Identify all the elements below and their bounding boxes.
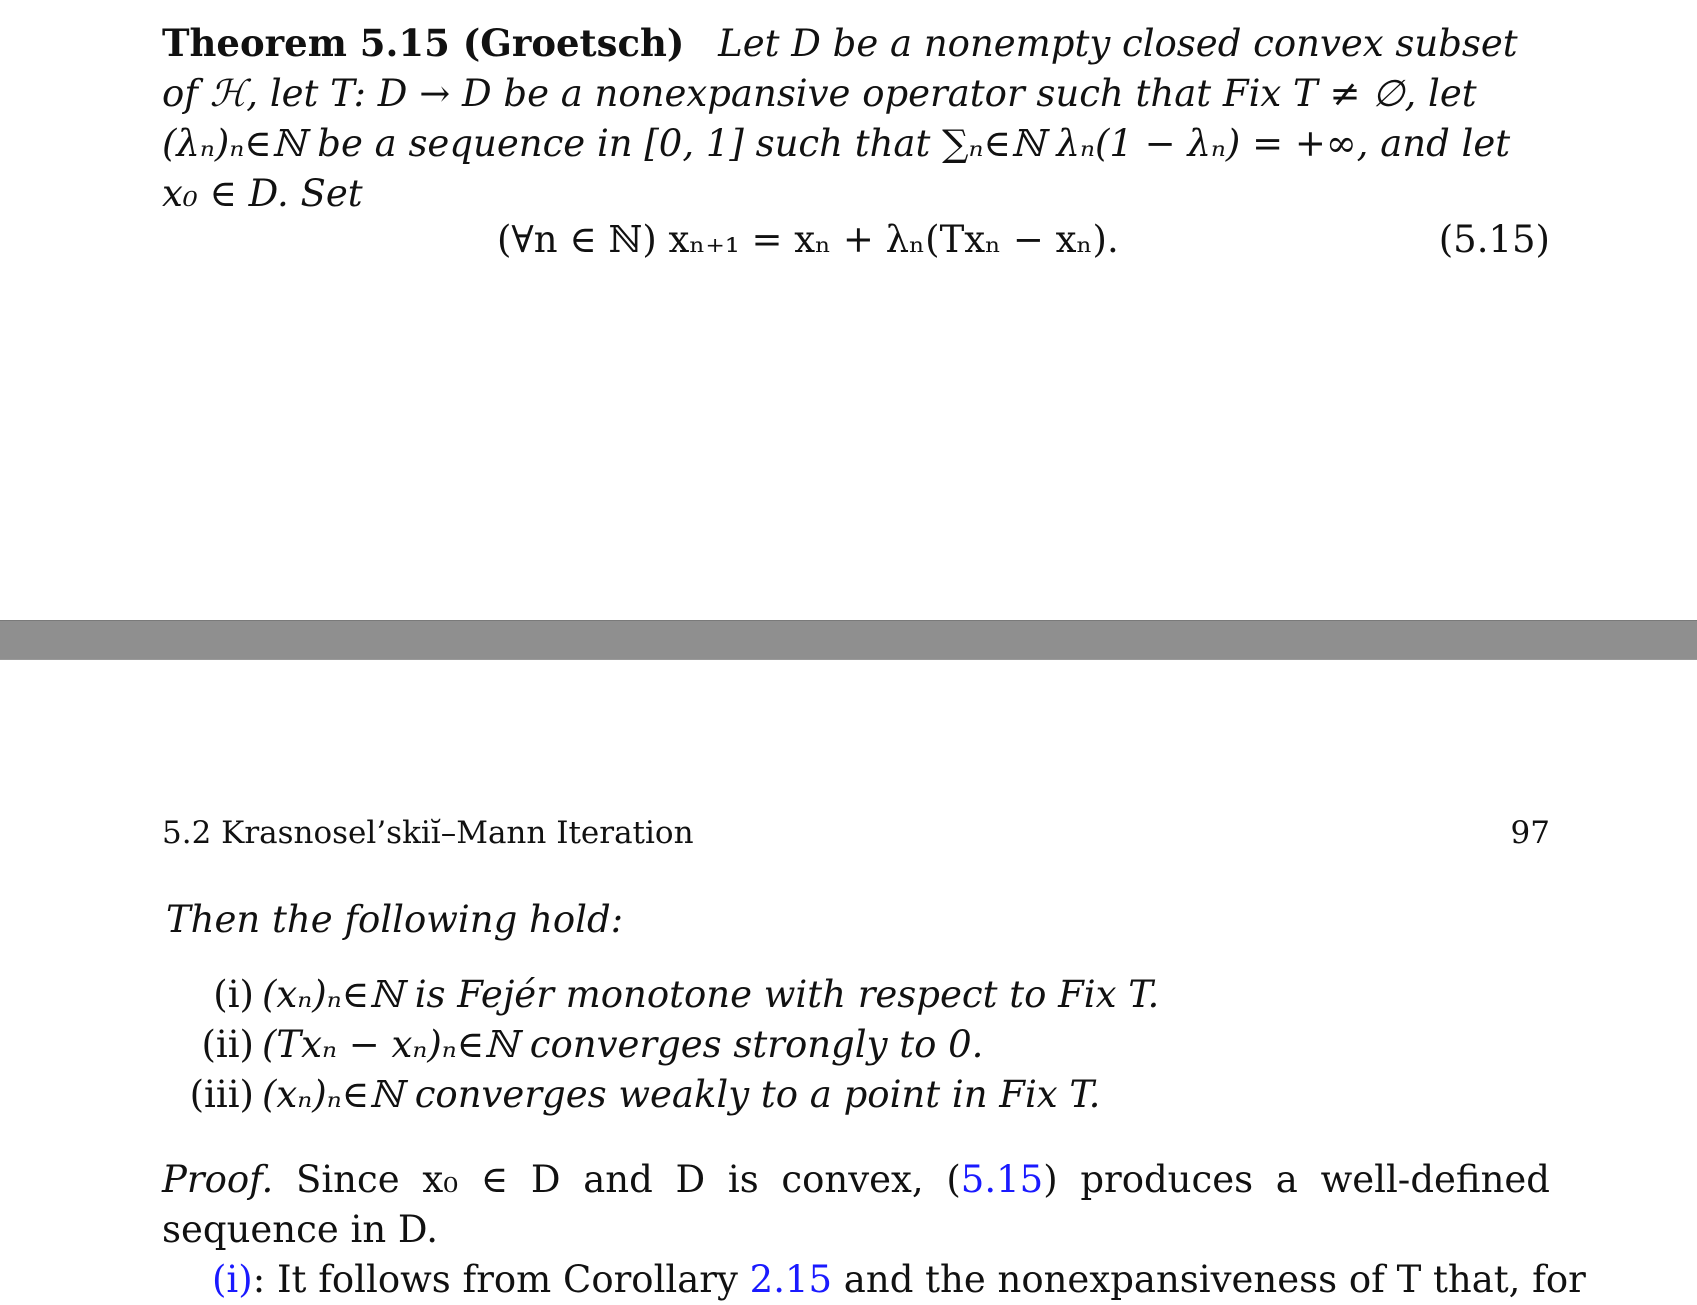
display-equation: [162, 218, 1550, 272]
running-head: [162, 815, 1550, 855]
theorem-block: [162, 18, 1550, 219]
proof-heading: Proof.: [162, 1158, 274, 1201]
list-item: [162, 1070, 1550, 1120]
item-label: (iii): [189, 1073, 254, 1116]
proof-next-text-a: : It follows from Corollary: [252, 1258, 750, 1301]
equation-expression: (∀n ∈ ℕ) xₙ₊₁ = xₙ + λₙ(Txₙ − xₙ).: [497, 218, 1119, 261]
proof-next-text-b: and the nonexpansiveness of T that, for: [832, 1258, 1586, 1301]
item-text: (xₙ)ₙ∈ℕ is Fejér monotone with respect to Fix T.: [262, 973, 1160, 1016]
equation-number: (5.15): [1438, 218, 1550, 261]
list-item: [162, 970, 1550, 1020]
proof-text-b: ) produces a well-defined sequence in D.: [162, 1158, 1550, 1251]
running-head-section: 5.2 Krasnosel’skiĭ–Mann Iteration: [162, 815, 694, 851]
item-reference-link[interactable]: (i): [212, 1258, 253, 1301]
page-separator: [0, 620, 1697, 660]
corollary-reference-link[interactable]: 2.15: [749, 1258, 833, 1301]
theorem-heading: Theorem 5.15 (Groetsch): [162, 21, 685, 65]
page-top: [0, 0, 1697, 620]
theorem-statement: Let D be a nonempty closed convex subset of ℋ, let T: D → D be a nonexpansive operator such that Fix T ≠ ∅, let (λₙ)ₙ∈ℕ be a sequence in [0, 1] such that ∑ₙ∈ℕ λₙ(1 − λₙ) = +∞, and let x₀ ∈ D. Set: [162, 22, 1518, 215]
proof-paragraph: [162, 1155, 1550, 1255]
item-label: (ii): [201, 1023, 254, 1066]
result-list: [162, 970, 1550, 1120]
list-item: [162, 1020, 1550, 1070]
page-number: 97: [1510, 815, 1550, 851]
equation-reference-link[interactable]: 5.15: [960, 1158, 1044, 1201]
item-text: (xₙ)ₙ∈ℕ converges weakly to a point in Fix T.: [262, 1073, 1101, 1116]
proof-continuation: [212, 1255, 1586, 1305]
proof-text-a: Since x₀ ∈ D and D is convex, (: [273, 1158, 961, 1201]
then-line: Then the following hold:: [166, 898, 624, 941]
item-label: (i): [213, 973, 254, 1016]
item-text: (Txₙ − xₙ)ₙ∈ℕ converges strongly to 0.: [262, 1023, 984, 1066]
